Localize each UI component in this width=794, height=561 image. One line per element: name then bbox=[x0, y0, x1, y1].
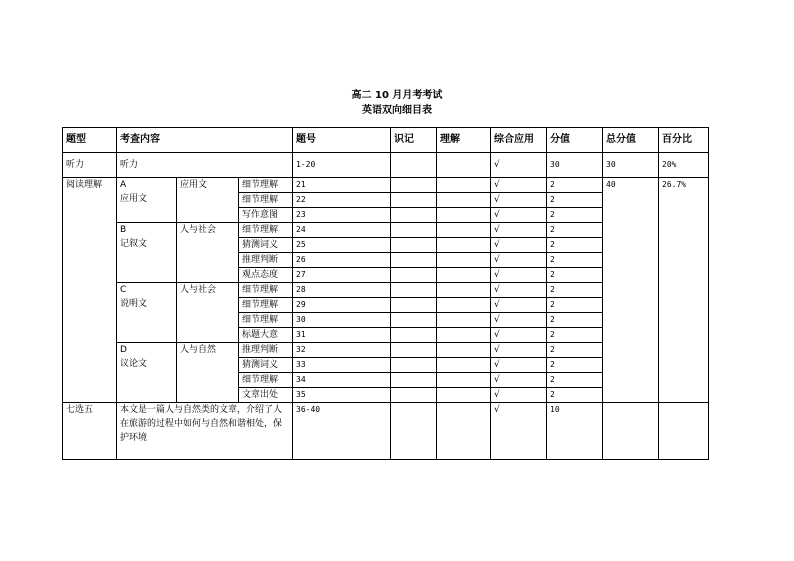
header-percent: 百分比 bbox=[659, 128, 709, 153]
question-skill: 细节理解 bbox=[239, 223, 293, 238]
question-remember bbox=[391, 373, 437, 388]
reading-total: 40 bbox=[603, 178, 659, 403]
seven-understand bbox=[437, 403, 491, 460]
question-apply: √ bbox=[491, 223, 547, 238]
question-understand bbox=[437, 358, 491, 373]
question-understand bbox=[437, 343, 491, 358]
question-skill: 标题大意 bbox=[239, 328, 293, 343]
seven-percent bbox=[659, 403, 709, 460]
passage-letter: A bbox=[120, 180, 127, 190]
question-understand bbox=[437, 268, 491, 283]
question-skill: 细节理解 bbox=[239, 313, 293, 328]
seven-remember bbox=[391, 403, 437, 460]
question-apply: √ bbox=[491, 253, 547, 268]
question-understand bbox=[437, 223, 491, 238]
listening-type: 听力 bbox=[63, 153, 117, 178]
doc-title: 高二 10 月月考考试 bbox=[351, 90, 443, 101]
question-number: 30 bbox=[293, 313, 391, 328]
question-remember bbox=[391, 388, 437, 403]
listening-number: 1-20 bbox=[293, 153, 391, 178]
header-apply: 综合应用 bbox=[491, 128, 547, 153]
listening-apply: √ bbox=[491, 153, 547, 178]
question-remember bbox=[391, 298, 437, 313]
question-understand bbox=[437, 253, 491, 268]
question-score: 2 bbox=[547, 313, 603, 328]
question-skill: 猜测词义 bbox=[239, 358, 293, 373]
question-score: 2 bbox=[547, 298, 603, 313]
question-apply: √ bbox=[491, 373, 547, 388]
question-remember bbox=[391, 253, 437, 268]
question-number: 35 bbox=[293, 388, 391, 403]
passage-label bbox=[117, 343, 177, 403]
passage-label bbox=[117, 283, 177, 343]
question-understand bbox=[437, 298, 491, 313]
listening-total: 30 bbox=[603, 153, 659, 178]
question-understand bbox=[437, 313, 491, 328]
header-type: 题型 bbox=[63, 128, 117, 153]
question-remember bbox=[391, 193, 437, 208]
question-apply: √ bbox=[491, 238, 547, 253]
question-score: 2 bbox=[547, 193, 603, 208]
spec-table bbox=[62, 127, 709, 460]
question-apply: √ bbox=[491, 298, 547, 313]
question-score: 2 bbox=[547, 388, 603, 403]
question-apply: √ bbox=[491, 283, 547, 298]
question-skill: 细节理解 bbox=[239, 373, 293, 388]
seven-row bbox=[63, 403, 709, 460]
listening-percent: 20% bbox=[659, 153, 709, 178]
question-score: 2 bbox=[547, 238, 603, 253]
reading-type: 阅读理解 bbox=[63, 178, 117, 403]
question-skill: 写作意图 bbox=[239, 208, 293, 223]
question-apply: √ bbox=[491, 358, 547, 373]
question-score: 2 bbox=[547, 328, 603, 343]
listening-understand bbox=[437, 153, 491, 178]
question-apply: √ bbox=[491, 388, 547, 403]
question-score: 2 bbox=[547, 343, 603, 358]
seven-number: 36-40 bbox=[293, 403, 391, 460]
reading-percent: 26.7% bbox=[659, 178, 709, 403]
question-number: 25 bbox=[293, 238, 391, 253]
reading-row bbox=[63, 178, 709, 193]
question-remember bbox=[391, 283, 437, 298]
question-apply: √ bbox=[491, 268, 547, 283]
question-remember bbox=[391, 313, 437, 328]
question-remember bbox=[391, 178, 437, 193]
seven-score: 10 bbox=[547, 403, 603, 460]
question-apply: √ bbox=[491, 208, 547, 223]
question-remember bbox=[391, 208, 437, 223]
question-remember bbox=[391, 223, 437, 238]
passage-genre: 应用文 bbox=[120, 194, 148, 204]
question-apply: √ bbox=[491, 313, 547, 328]
question-remember bbox=[391, 343, 437, 358]
question-skill: 细节理解 bbox=[239, 178, 293, 193]
question-skill: 细节理解 bbox=[239, 298, 293, 313]
listening-remember bbox=[391, 153, 437, 178]
question-understand bbox=[437, 208, 491, 223]
question-remember bbox=[391, 358, 437, 373]
question-score: 2 bbox=[547, 178, 603, 193]
passage-letter: C bbox=[120, 285, 127, 295]
question-understand bbox=[437, 238, 491, 253]
header-score: 分值 bbox=[547, 128, 603, 153]
question-score: 2 bbox=[547, 223, 603, 238]
passage-genre: 议论文 bbox=[120, 359, 148, 369]
header-row bbox=[63, 128, 709, 153]
passage-genre: 记叙文 bbox=[120, 239, 148, 249]
question-number: 28 bbox=[293, 283, 391, 298]
question-understand bbox=[437, 328, 491, 343]
passage-topic: 人与社会 bbox=[177, 223, 239, 283]
passage-topic: 人与社会 bbox=[177, 283, 239, 343]
passage-label bbox=[117, 223, 177, 283]
question-understand bbox=[437, 283, 491, 298]
question-number: 23 bbox=[293, 208, 391, 223]
question-apply: √ bbox=[491, 328, 547, 343]
question-apply: √ bbox=[491, 178, 547, 193]
passage-topic: 应用文 bbox=[177, 178, 239, 223]
header-content: 考查内容 bbox=[117, 128, 293, 153]
question-score: 2 bbox=[547, 253, 603, 268]
question-understand bbox=[437, 193, 491, 208]
question-number: 27 bbox=[293, 268, 391, 283]
question-number: 21 bbox=[293, 178, 391, 193]
question-number: 24 bbox=[293, 223, 391, 238]
question-score: 2 bbox=[547, 283, 603, 298]
listening-score: 30 bbox=[547, 153, 603, 178]
seven-total bbox=[603, 403, 659, 460]
question-apply: √ bbox=[491, 193, 547, 208]
question-understand bbox=[437, 178, 491, 193]
passage-letter: D bbox=[120, 345, 127, 355]
doc-subtitle: 英语双向细目表 bbox=[362, 105, 432, 116]
question-skill: 推理判断 bbox=[239, 343, 293, 358]
question-number: 31 bbox=[293, 328, 391, 343]
question-number: 26 bbox=[293, 253, 391, 268]
seven-apply: √ bbox=[491, 403, 547, 460]
question-score: 2 bbox=[547, 268, 603, 283]
question-skill: 推理判断 bbox=[239, 253, 293, 268]
question-number: 22 bbox=[293, 193, 391, 208]
question-understand bbox=[437, 388, 491, 403]
reading-section bbox=[63, 178, 709, 403]
seven-type: 七选五 bbox=[63, 403, 117, 460]
listening-content: 听力 bbox=[117, 153, 293, 178]
question-score: 2 bbox=[547, 373, 603, 388]
question-score: 2 bbox=[547, 208, 603, 223]
question-number: 29 bbox=[293, 298, 391, 313]
question-skill: 观点态度 bbox=[239, 268, 293, 283]
question-number: 34 bbox=[293, 373, 391, 388]
question-apply: √ bbox=[491, 343, 547, 358]
passage-topic: 人与自然 bbox=[177, 343, 239, 403]
passage-label bbox=[117, 178, 177, 223]
passage-letter: B bbox=[120, 225, 127, 235]
question-skill: 文章出处 bbox=[239, 388, 293, 403]
question-remember bbox=[391, 238, 437, 253]
question-remember bbox=[391, 268, 437, 283]
question-remember bbox=[391, 328, 437, 343]
seven-content: 本文是一篇人与自然类的文章，介绍了人在旅游的过程中如何与自然和谐相处，保护环境 bbox=[117, 403, 293, 460]
header-number: 题号 bbox=[293, 128, 391, 153]
question-skill: 细节理解 bbox=[239, 283, 293, 298]
question-score: 2 bbox=[547, 358, 603, 373]
listening-row bbox=[63, 153, 709, 178]
header-understand: 理解 bbox=[437, 128, 491, 153]
passage-genre: 说明文 bbox=[120, 299, 148, 309]
header-remember: 识记 bbox=[391, 128, 437, 153]
question-number: 32 bbox=[293, 343, 391, 358]
question-number: 33 bbox=[293, 358, 391, 373]
question-skill: 细节理解 bbox=[239, 193, 293, 208]
question-understand bbox=[437, 373, 491, 388]
question-skill: 猜测词义 bbox=[239, 238, 293, 253]
header-total: 总分值 bbox=[603, 128, 659, 153]
